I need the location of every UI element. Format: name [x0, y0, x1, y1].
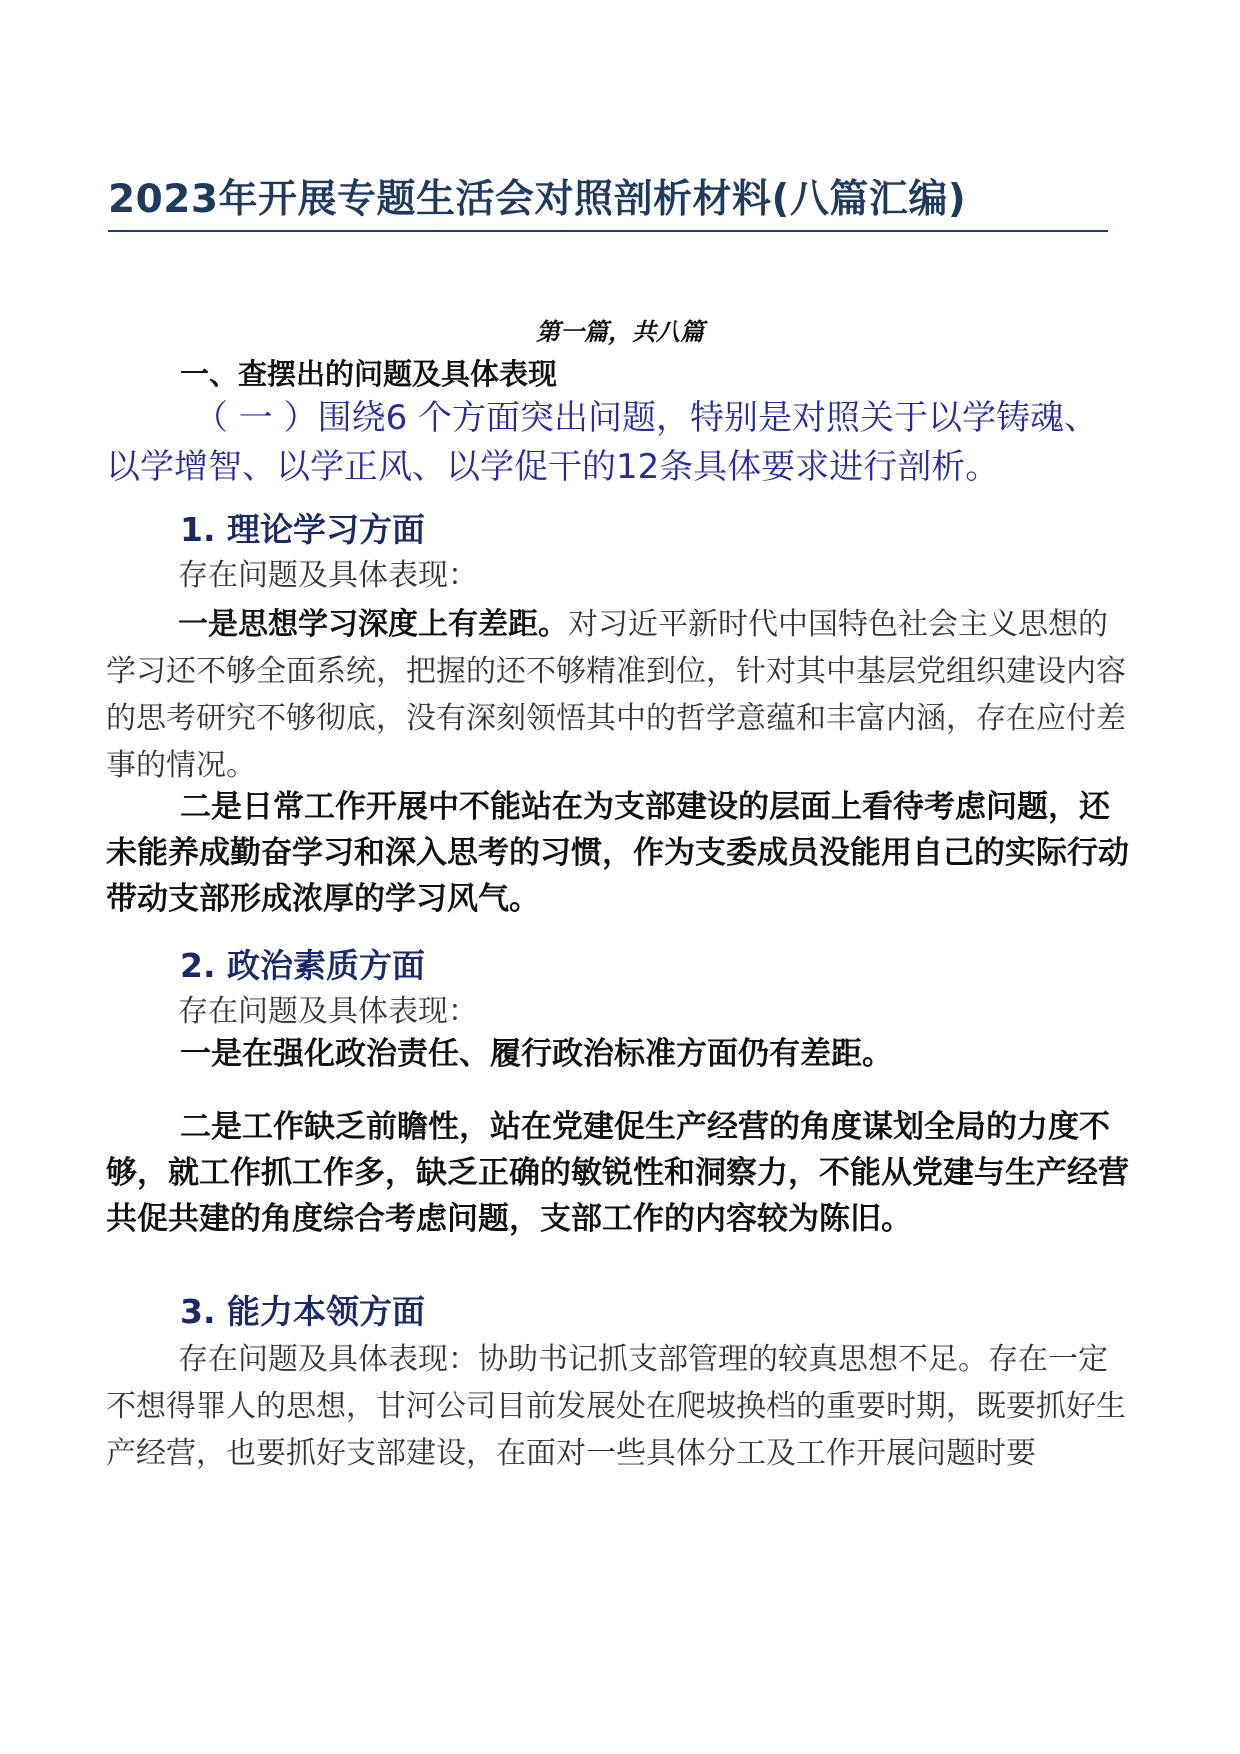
politics-paragraph-2: 二是工作缺乏前瞻性，站在党建促生产经营的角度谋划全局的力度不够，就工作抓工作多，缺乏正确的敏锐性和洞察力，不能从党建与生产经营共促共建的角度综合考虑问题，支部工作的内容较为陈旧。 — [106, 1109, 1129, 1237]
intro-paragraph: （ 一 ）围绕6 个方面突出问题，特别是对照关于以学铸魂、 以学增智、以学正风、以学促干的12条具体要求进行剖析。 — [106, 398, 1099, 487]
ability-paragraph-1: 存在问题及具体表现：协助书记抓支部管理的较真思想不足。存在一定不想得罪人的思想，甘河公司目前发展处在爬坡换档的重要时期，既要抓好生产经营，也要抓好支部建设，在面对一些具体分工及工作开展问题时要 — [106, 1342, 1126, 1471]
politics-paragraph-1: 一是在强化政治责任、履行政治标准方面仍有差距。 — [180, 1036, 893, 1072]
section-label: 存在问题及具体表现： — [178, 558, 478, 593]
heading-problems: 一、查摆出的问题及具体表现 — [180, 357, 558, 391]
section-label: 存在问题及具体表现： — [178, 994, 478, 1029]
paragraph-lead: 一是思想学习深度上有差距。 — [178, 607, 568, 642]
section-title-theory: 1. 理论学习方面 — [180, 510, 425, 549]
section-title-politics: 2. 政治素质方面 — [180, 946, 425, 985]
section-title-ability: 3. 能力本领方面 — [180, 1292, 425, 1331]
document-title: 2023年开展专题生活会对照剖析材料(八篇汇编) — [108, 168, 1108, 232]
paragraph-text: 对习近平新时代中国特色社会主义思想的学习还不够全面系统，把握的还不够精准到位，针对其中基层党组织建设内容的思考研究不够彻底，没有深刻领悟其中的哲学意蕴和丰富内涵，存在应付差事的情况。 — [106, 607, 1126, 783]
theory-paragraph-2: 二是日常工作开展中不能站在为支部建设的层面上看待考虑问题，还未能养成勤奋学习和深入思考的习惯，作为支委成员没能用自己的实际行动带动支部形成浓厚的学习风气。 — [106, 789, 1129, 917]
theory-paragraph-1 — [106, 601, 1136, 789]
part-label: 第一篇，共八篇 — [536, 317, 704, 346]
